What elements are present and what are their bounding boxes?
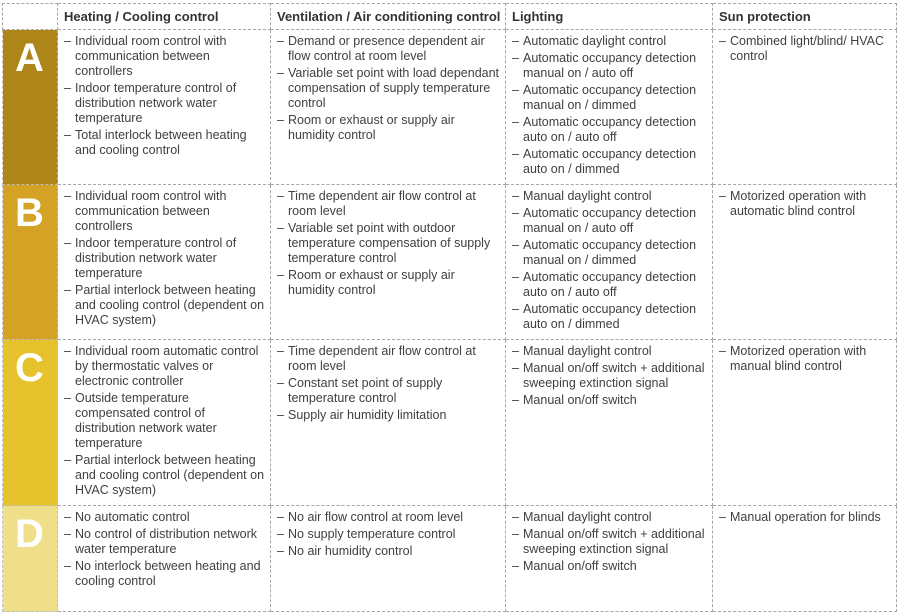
item-list bbox=[512, 34, 708, 177]
list-item: – Individual room control with communication between controllers bbox=[64, 34, 266, 79]
item-list bbox=[277, 344, 501, 423]
list-item: – Room or exhaust or supply air humidity control bbox=[277, 113, 501, 143]
lighting-cell bbox=[506, 340, 713, 506]
list-item: – Constant set point of supply temperature control bbox=[277, 376, 501, 406]
item-list bbox=[719, 344, 892, 374]
ventilation-cell bbox=[271, 506, 506, 612]
heating-cooling-cell bbox=[58, 340, 271, 506]
list-item: – Automatic occupancy detection manual on / auto off bbox=[512, 51, 708, 81]
header-corner bbox=[3, 4, 58, 30]
table-body bbox=[3, 30, 897, 612]
list-item: – Motorized operation with manual blind control bbox=[719, 344, 892, 374]
list-item: – Time dependent air flow control at room level bbox=[277, 189, 501, 219]
list-item: – Automatic occupancy detection auto on / dimmed bbox=[512, 147, 708, 177]
class-letter-c: C bbox=[3, 340, 58, 506]
list-item: – Manual on/off switch bbox=[512, 393, 708, 408]
list-item: – Manual daylight control bbox=[512, 344, 708, 359]
list-item: – No air humidity control bbox=[277, 544, 501, 559]
ventilation-cell bbox=[271, 340, 506, 506]
list-item: – Automatic daylight control bbox=[512, 34, 708, 49]
lighting-cell bbox=[506, 506, 713, 612]
header-ventilation: Ventilation / Air conditioning control bbox=[271, 4, 506, 30]
list-item: – Manual on/off switch bbox=[512, 559, 708, 574]
list-item: – No automatic control bbox=[64, 510, 266, 525]
list-item: – Partial interlock between heating and cooling control (dependent on HVAC system) bbox=[64, 453, 266, 498]
list-item: – No control of distribution network water temperature bbox=[64, 527, 266, 557]
sun-protection-cell bbox=[713, 30, 897, 185]
list-item: – Total interlock between heating and cooling control bbox=[64, 128, 266, 158]
list-item: – Combined light/blind/ HVAC control bbox=[719, 34, 892, 64]
list-item: – Room or exhaust or supply air humidity control bbox=[277, 268, 501, 298]
heating-cooling-cell bbox=[58, 506, 271, 612]
list-item: – Automatic occupancy detection auto on / auto off bbox=[512, 270, 708, 300]
list-item: – Manual daylight control bbox=[512, 510, 708, 525]
item-list bbox=[277, 34, 501, 143]
header-heating-cooling: Heating / Cooling control bbox=[58, 4, 271, 30]
item-list bbox=[64, 189, 266, 328]
list-item: – Individual room control with communication between controllers bbox=[64, 189, 266, 234]
item-list bbox=[719, 34, 892, 64]
list-item: – No supply temperature control bbox=[277, 527, 501, 542]
list-item: – Automatic occupancy detection manual on / auto off bbox=[512, 206, 708, 236]
item-list bbox=[64, 344, 266, 498]
header-lighting: Lighting bbox=[506, 4, 713, 30]
heating-cooling-cell bbox=[58, 30, 271, 185]
header-row bbox=[3, 4, 897, 30]
list-item: – Partial interlock between heating and cooling control (dependent on HVAC system) bbox=[64, 283, 266, 328]
list-item: – Variable set point with load dependant compensation of supply temperature control bbox=[277, 66, 501, 111]
item-list bbox=[277, 510, 501, 559]
list-item: – Manual daylight control bbox=[512, 189, 708, 204]
list-item: – Indoor temperature control of distribution network water temperature bbox=[64, 81, 266, 126]
item-list bbox=[64, 34, 266, 158]
class-letter-a: A bbox=[3, 30, 58, 185]
list-item: – Automatic occupancy detection auto on / auto off bbox=[512, 115, 708, 145]
table-row bbox=[3, 340, 897, 506]
control-classes-table-wrapper bbox=[2, 3, 896, 611]
list-item: – Manual on/off switch + additional sweeping extinction signal bbox=[512, 361, 708, 391]
item-list bbox=[512, 510, 708, 574]
lighting-cell bbox=[506, 185, 713, 340]
list-item: – Automatic occupancy detection manual on / dimmed bbox=[512, 83, 708, 113]
list-item: – Individual room automatic control by thermostatic valves or electronic controller bbox=[64, 344, 266, 389]
list-item: – Automatic occupancy detection auto on / dimmed bbox=[512, 302, 708, 332]
list-item: – No interlock between heating and cooling control bbox=[64, 559, 266, 589]
class-letter-b: B bbox=[3, 185, 58, 340]
item-list bbox=[277, 189, 501, 298]
list-item: – Outside temperature compensated control of distribution network water temperature bbox=[64, 391, 266, 451]
list-item: – Time dependent air flow control at room level bbox=[277, 344, 501, 374]
item-list bbox=[512, 344, 708, 408]
list-item: – Indoor temperature control of distribution network water temperature bbox=[64, 236, 266, 281]
sun-protection-cell bbox=[713, 185, 897, 340]
ventilation-cell bbox=[271, 30, 506, 185]
item-list bbox=[64, 510, 266, 589]
list-item: – Motorized operation with automatic blind control bbox=[719, 189, 892, 219]
list-item: – Variable set point with outdoor temperature compensation of supply temperature control bbox=[277, 221, 501, 266]
class-letter-d: D bbox=[3, 506, 58, 612]
sun-protection-cell bbox=[713, 506, 897, 612]
item-list bbox=[719, 189, 892, 219]
list-item: – Manual operation for blinds bbox=[719, 510, 892, 525]
ventilation-cell bbox=[271, 185, 506, 340]
sun-protection-cell bbox=[713, 340, 897, 506]
table-row bbox=[3, 30, 897, 185]
heating-cooling-cell bbox=[58, 185, 271, 340]
list-item: – Supply air humidity limitation bbox=[277, 408, 501, 423]
list-item: – Demand or presence dependent air flow control at room level bbox=[277, 34, 501, 64]
item-list bbox=[719, 510, 892, 525]
lighting-cell bbox=[506, 30, 713, 185]
list-item: – Automatic occupancy detection manual on / dimmed bbox=[512, 238, 708, 268]
list-item: – No air flow control at room level bbox=[277, 510, 501, 525]
header-sun-protection: Sun protection bbox=[713, 4, 897, 30]
table-row bbox=[3, 185, 897, 340]
control-classes-table bbox=[2, 3, 897, 612]
item-list bbox=[512, 189, 708, 332]
table-row bbox=[3, 506, 897, 612]
list-item: – Manual on/off switch + additional sweeping extinction signal bbox=[512, 527, 708, 557]
